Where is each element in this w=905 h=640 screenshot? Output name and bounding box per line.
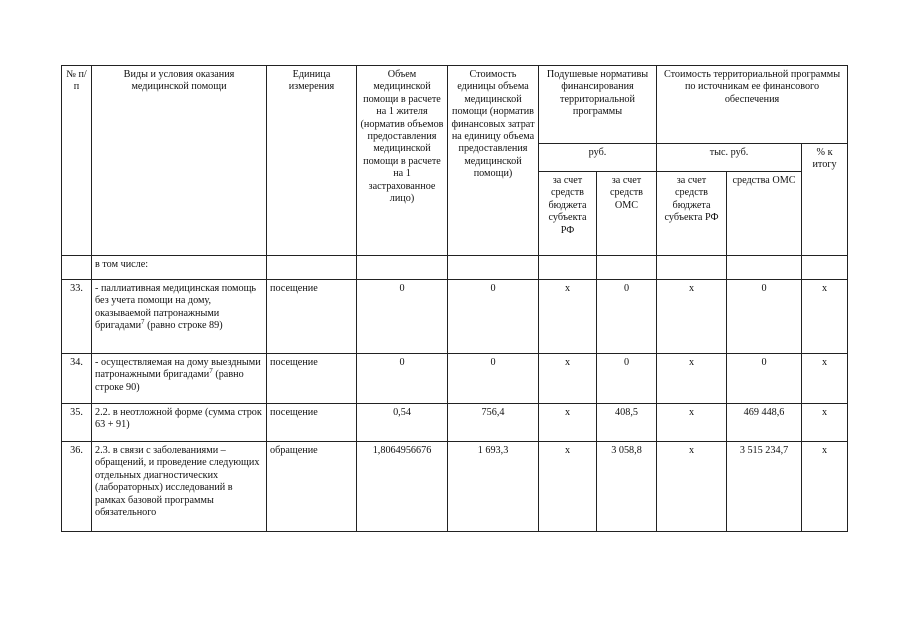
cell-oms: [597, 256, 657, 280]
cell-terr-oms: 469 448,6: [727, 404, 802, 442]
cell-terr-oms: 0: [727, 280, 802, 354]
cell-cost: 0: [448, 280, 539, 354]
header-territorial: Стоимость территориальной программы по источникам ее финансового обеспечения: [657, 66, 848, 144]
header-row-1: [62, 66, 848, 144]
cell-unit: посещение: [267, 280, 357, 354]
cell-terr-budget-rf: х: [657, 442, 727, 532]
table-row: [62, 442, 848, 532]
cell-budget-rf: х: [539, 442, 597, 532]
cell-terr-oms: [727, 256, 802, 280]
cell-budget-rf: [539, 256, 597, 280]
cell-oms: 0: [597, 354, 657, 404]
header-budget-rf: за счет средств бюджета субъекта РФ: [539, 172, 597, 256]
cell-cost: [448, 256, 539, 280]
cell-name: в том числе:: [92, 256, 267, 280]
cell-terr-budget-rf: х: [657, 404, 727, 442]
cell-num: 33.: [62, 280, 92, 354]
cell-terr-budget-rf: [657, 256, 727, 280]
header-percent: % к итогу: [802, 144, 848, 256]
header-rub: руб.: [539, 144, 657, 172]
cell-budget-rf: х: [539, 404, 597, 442]
cell-terr-oms: 0: [727, 354, 802, 404]
cell-volume: 0: [357, 354, 448, 404]
cell-percent: х: [802, 404, 848, 442]
cell-num: 35.: [62, 404, 92, 442]
table-row: [62, 354, 848, 404]
cell-oms: 408,5: [597, 404, 657, 442]
header-oms-2: средства ОМС: [727, 172, 802, 256]
cell-cost: 0: [448, 354, 539, 404]
cell-num: 34.: [62, 354, 92, 404]
header-unit: Единица измерения: [267, 66, 357, 256]
cell-name: - паллиативная медицинская помощь без учета помощи на дому, оказываемой патронажными бригадами$^7$ (равно строке 89): [92, 280, 267, 354]
cell-terr-budget-rf: х: [657, 354, 727, 404]
cell-cost: 756,4: [448, 404, 539, 442]
cell-percent: [802, 256, 848, 280]
header-thous-rub: тыс. руб.: [657, 144, 802, 172]
header-cost: Стоимость единицы объема медицинской помощи (норматив финансовых затрат на единицу объема предоставления медицинской помощи): [448, 66, 539, 256]
cell-percent: х: [802, 442, 848, 532]
cell-name: - осуществляемая на дому выездными патронажными бригадами$^7$ (равно строке 90): [92, 354, 267, 404]
cell-oms: 0: [597, 280, 657, 354]
table-row: [62, 404, 848, 442]
cell-unit: посещение: [267, 404, 357, 442]
medical-care-table: [61, 65, 848, 532]
header-oms-funds: за счет средств ОМС: [597, 172, 657, 256]
cell-num: [62, 256, 92, 280]
header-types: Виды и условия оказания медицинской помощи: [92, 66, 267, 256]
cell-name: 2.2. в неотложной форме (сумма строк 63 + 91): [92, 404, 267, 442]
cell-volume: 0,54: [357, 404, 448, 442]
cell-budget-rf: х: [539, 354, 597, 404]
cell-name: 2.3. в связи с заболеваниями – обращений, и проведение следующих отдельных диагностических (лабораторных) исследований в рамках базовой программы обязательного: [92, 442, 267, 532]
header-volume: Объем медицинской помощи в расчете на 1 жителя (норматив объемов предоставления медицинской помощи в расчете на 1 застрахованное лицо): [357, 66, 448, 256]
cell-unit: посещение: [267, 354, 357, 404]
cell-terr-oms: 3 515 234,7: [727, 442, 802, 532]
cell-oms: 3 058,8: [597, 442, 657, 532]
cell-volume: 1,8064956676: [357, 442, 448, 532]
cell-num: 36.: [62, 442, 92, 532]
footnote-mark: 7: [141, 318, 145, 327]
cell-budget-rf: х: [539, 280, 597, 354]
cell-volume: [357, 256, 448, 280]
cell-terr-budget-rf: х: [657, 280, 727, 354]
table-row: [62, 280, 848, 354]
cell-unit: обращение: [267, 442, 357, 532]
table-row: [62, 256, 848, 280]
header-per-capita: Подушевые нормативы финансирования территориальной программы: [539, 66, 657, 144]
cell-volume: 0: [357, 280, 448, 354]
cell-percent: х: [802, 354, 848, 404]
footnote-mark: 7: [209, 367, 213, 376]
cell-unit: [267, 256, 357, 280]
header-num: № п/п: [62, 66, 92, 256]
header-budget-rf-2: за счет средств бюджета субъекта РФ: [657, 172, 727, 256]
cell-cost: 1 693,3: [448, 442, 539, 532]
cell-percent: х: [802, 280, 848, 354]
